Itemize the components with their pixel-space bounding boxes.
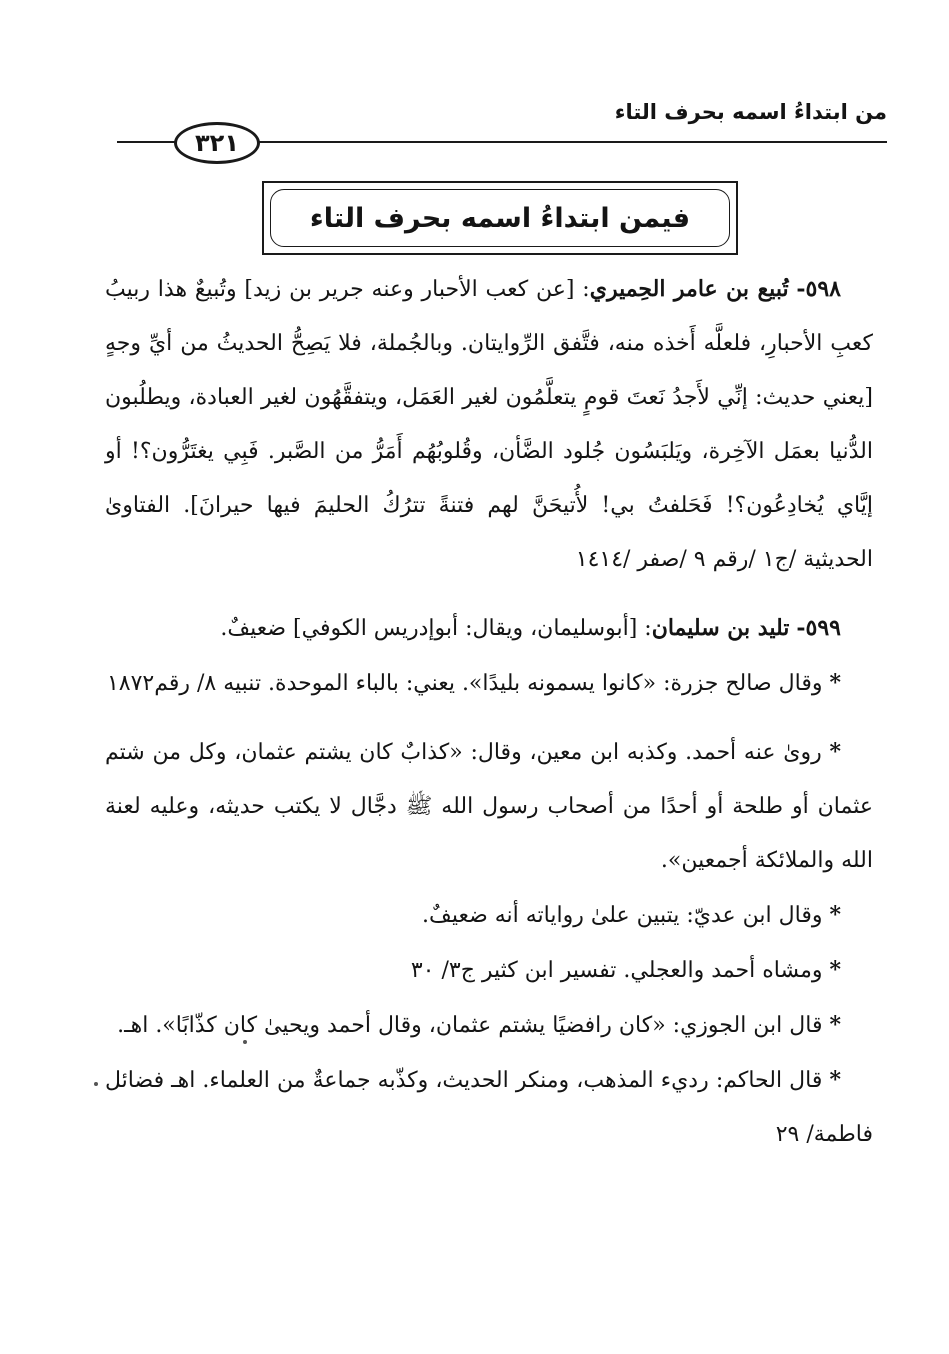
chapter-title: فيمن ابتداءُ اسمه بحرف التاء (270, 189, 730, 247)
note-paragraph (105, 943, 873, 998)
asterisk-mark: * (829, 670, 841, 696)
note-text: وقال صالح جزرة: «كانوا يسمونه بليدًا». يعني: بالباء الموحدة. تنبيه ٨/ رقم١٨٧٢ (106, 671, 823, 696)
narrator-name: تُبيع بن عامر الحِميري (589, 276, 789, 302)
running-head: من ابتداءُ اسمه بحرف التاء (614, 100, 887, 124)
note-paragraph (105, 725, 873, 888)
chapter-title-frame (262, 181, 738, 255)
note-paragraph (105, 656, 873, 711)
note-text: ومشاه أحمد والعجلي. تفسير ابن كثير ج٣/ ٣٠ (410, 958, 823, 983)
entry-599 (105, 601, 873, 656)
page-body (105, 262, 873, 1162)
asterisk-mark: * (829, 957, 841, 983)
page-number: ٣٢١ (174, 122, 260, 164)
note-text: وقال ابن عديّ: يتبين علىٰ رواياته أنه ضعيفٌ. (422, 903, 823, 928)
entry-number: ٥٩٩- (796, 615, 841, 641)
asterisk-mark: * (829, 1067, 841, 1093)
asterisk-mark: * (829, 739, 841, 765)
narrator-name: تليد بن سليمان (651, 615, 790, 641)
entry-number: ٥٩٨- (796, 276, 841, 302)
asterisk-mark: * (829, 1012, 841, 1038)
scan-speck (94, 1082, 98, 1086)
note-text: قال الحاكم: رديء المذهب، ومنكر الحديث، وكذّبه جماعةٌ من العلماء. اهـ فضائل فاطمة/ ٢٩ (105, 1068, 873, 1147)
entry-text: : [أبوسليمان، ويقال: أبوإدريس الكوفي] ضعيفٌ. (220, 616, 652, 641)
asterisk-mark: * (829, 902, 841, 928)
entry-text: : [عن كعب الأحبار وعنه جرير بن زيد] وتُبيعٌ هذا ربيبُ كعبِ الأحبارِ، فلعلَّه أَخذه منه، فتَّفق الرِّوايتان. وبالجُملة، فلا يَصِحُّ الحديثُ من أيِّ وجهٍ [يعني حديث: إنِّي لأَجدُ نَعتَ قومٍ يتعلَّمُون لغير العَمَل، ويتفقَّهُون لغير العبادة، ويطلُبون الدُّنيا بعمَل الآخِرة، ويَلبَسُون جُلود الضَّأن، وقُلوبُهُم أَمَرُّ من الصَّبر. فَبِي يغتَرُّون؟! أو إيَّاي يُخادِعُون؟! فَحَلفتُ بي! لأُتيحَنَّ لهم فتنةً تترُكُ الحليمَ فيها حيرانَ]. الفتاوىٰ الحديثية /ج١ /رقم ٩ /صفر /١٤١٤ (105, 277, 873, 572)
note-paragraph (105, 888, 873, 943)
note-text: قال ابن الجوزي: «كان رافضيًا يشتم عثمان، وقال أحمد ويحيىٰ كان كذّابًا». اهـ. (117, 1013, 823, 1038)
note-text: رویٰ عنه أحمد. وكذبه ابن معين، وقال: «كذابٌ كان يشتم عثمان، وكل من شتم عثمان أو طلحة أو أحدًا من أصحاب رسول الله ﷺ دجَّال لا يكتب حديثه، وعليه لعنة الله والملائكة أجمعين». (105, 740, 873, 873)
entry-598 (105, 262, 873, 587)
note-paragraph (105, 1053, 873, 1162)
note-paragraph (105, 998, 873, 1053)
scan-speck (243, 1040, 247, 1044)
